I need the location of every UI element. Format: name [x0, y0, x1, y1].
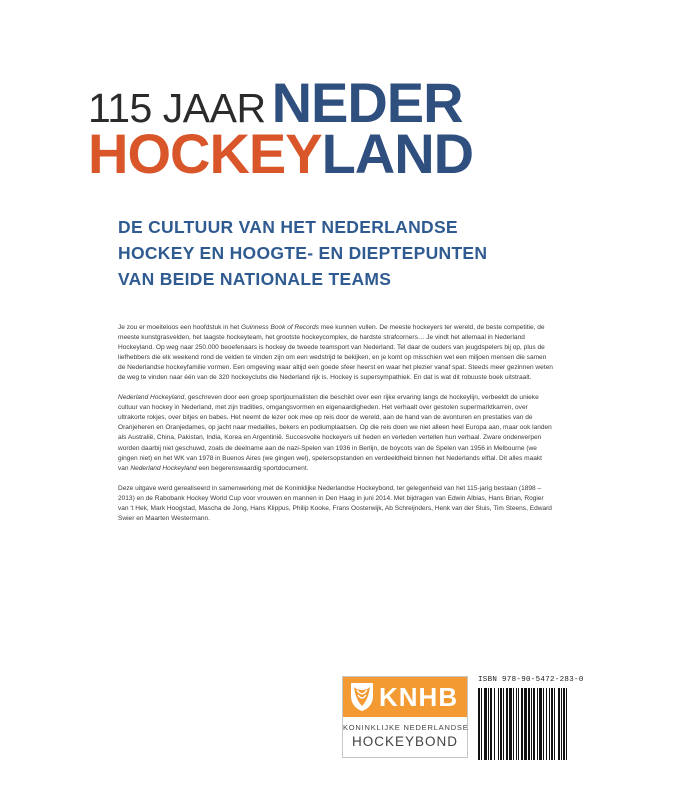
title-line-2: [88, 122, 608, 185]
blurb-paragraph-3: Deze uitgave werd gerealiseerd in samenwerking met de Koninklijke Nederlandse Hockeybond, ter gelegenheid van het 115-jarig bestaan (1898 – 2013) en de Rabobank Hockey World Cup voor vrouwen en mannen in Den Haag in juni 2014. Met bijdragen van Edwin Albias, Hans Brian, Rogier van 't Hek, Mark Hoogstad, Mascha de Jong, Hans Klippus, Philip Kooke, Frans Oosterwijk, Ab Schreijnders, Henk van der Sluis, Tim Steens, Edward Swier en Maarten Westermann.: [118, 484, 552, 522]
barcode-bar: [490, 688, 492, 760]
barcode-bar: [524, 688, 527, 760]
barcode: [478, 688, 598, 760]
barcode-bar: [509, 688, 512, 760]
barcode-bar: [531, 688, 532, 760]
barcode-bar: [543, 688, 544, 760]
logo-acronym: KNHB: [379, 682, 459, 712]
blurb-paragraph-2: [118, 393, 554, 473]
barcode-bar: [500, 688, 502, 760]
barcode-bar: [518, 688, 519, 760]
knhb-logo: [342, 676, 468, 758]
barcode-bar: [528, 688, 530, 760]
barcode-bar: [506, 688, 508, 760]
barcode-bar: [503, 688, 504, 760]
title-land: LAND: [321, 122, 474, 185]
barcode-bar: [549, 688, 550, 760]
title-hockey: HOCKEY: [88, 122, 322, 185]
isbn-number: ISBN 978-90-5472-283-0: [478, 676, 584, 684]
subtitle-line-1: DE CULTUUR VAN HET NEDERLANDSE: [118, 217, 458, 237]
blurb-p2-italic-2: Nederland Hockeyland: [130, 464, 197, 472]
barcode-bar: [554, 688, 555, 760]
book-title: [88, 71, 608, 185]
barcode-bar: [481, 688, 482, 760]
subtitle-line-2: HOCKEY EN HOOGTE- EN DIEPTEPUNTEN: [118, 243, 488, 263]
title-year: 115 JAAR: [88, 85, 266, 131]
barcode-bar: [546, 688, 547, 760]
barcode-bar: [563, 688, 565, 760]
barcode-bar: [513, 688, 514, 760]
subtitle-line-3: VAN BEIDE NATIONALE TEAMS: [118, 269, 392, 289]
logo-line-1: KONINKLIJKE NEDERLANDSE: [343, 723, 469, 732]
barcode-bar: [484, 688, 487, 760]
barcode-bar: [533, 688, 535, 760]
barcode-bar: [561, 688, 562, 760]
barcode-bar: [488, 688, 489, 760]
barcode-bar: [566, 688, 567, 760]
title-neder: NEDER: [271, 71, 463, 134]
blurb-p1-end: mee kunnen vullen. De meeste hockeyers ter wereld, de beste competitie, de meeste kunstgrasvelden, het laagste hockeyteam, het grootste hockeycomplex, de hardste strafcorners… Je vindt het allemaal in Nederland Hockeyland. Op weg naar 250.000 beoefenaars is hockey de tweede teamsport van Nederland. Tel daar de ouders van jeugdspelers bij op, plus de liefhebbers die elk weekend rond de velden te vinden zijn om een wedstrijd te bekijken, en je komt op misschien wel een miljoen mensen die samen de Nederlandse hockeyfamilie vormen. Een omgeving waar altijd een goede sfeer heerst en waar het plezier vanaf spat. Steeds meer gezinnen weten de weg te vinden naar één van de 320 hockeyclubs die Nederland rijk is. Hockey is supersympathiek. En dat is wat dit robuuste boek uitstraalt.: [118, 324, 553, 382]
blurb-text: [118, 323, 554, 524]
blurb-p1-italic: Guinness Book of Records: [241, 324, 319, 331]
isbn-block: [478, 676, 598, 684]
title-line-1: [88, 71, 608, 134]
barcode-bar: [558, 688, 560, 760]
barcode-bar: [516, 688, 517, 760]
barcode-bar: [494, 688, 495, 760]
blurb-p2-end: een begerenswaardig sportdocument.: [196, 464, 309, 472]
logo-orange-band: [343, 677, 467, 717]
barcode-bar: [521, 688, 523, 760]
knhb-shield-icon: [349, 681, 375, 713]
blurb-paragraph-1: [118, 323, 554, 383]
barcode-bar: [539, 688, 542, 760]
blurb-p1-start: Je zou er moeiteloos een hoofdstuk in het: [118, 324, 242, 331]
barcode-bar: [478, 688, 480, 760]
blurb-p2-middle: , geschreven door een groep sportjournalisten die beschikt over een rijke ervaring langs de hockeylijn, verbeeldt de unieke cultuur van hockey in Nederland, met zijn tradities, omgangsvormen en eigenaardigheden. Het verhaalt over gestolen supermarktkarren, over ultrakorte rokjes, over bitjes en babes. Het neemt de lezer ook mee op reis door de wereld, aan de hand van de avonturen en prestaties van de Oranjeheren en Oranjedames, op jacht naar medailles, bekers en podiumplaatsen. Op die reis doen we niet alleen heel Europa aan, maar ook landen als Australië, China, Pakistan, India, Korea en Argentinië. Succesvolle hockeyers uit heden en verleden vertellen hun verhaal. Zware onderwerpen worden daarbij niet geschuwd, zoals de deelname aan de nazi-Spelen van 1936 in Berlijn, de boycots van de Spelen van 1956 in Melbourne (we gingen niet) en het WK van 1978 in Buenos Aires (we gingen wel), spelersopstanden en verdeeldheid binnen het Nederlands elftal. Dit alles maakt van: [118, 394, 552, 472]
blurb-p2-italic-1: Nederland Hockeyland: [118, 394, 185, 402]
barcode-bar: [551, 688, 553, 760]
barcode-bar: [498, 688, 499, 760]
barcode-bar: [537, 688, 538, 760]
subtitle: [118, 214, 538, 292]
logo-line-2: HOCKEYBOND: [351, 734, 459, 749]
